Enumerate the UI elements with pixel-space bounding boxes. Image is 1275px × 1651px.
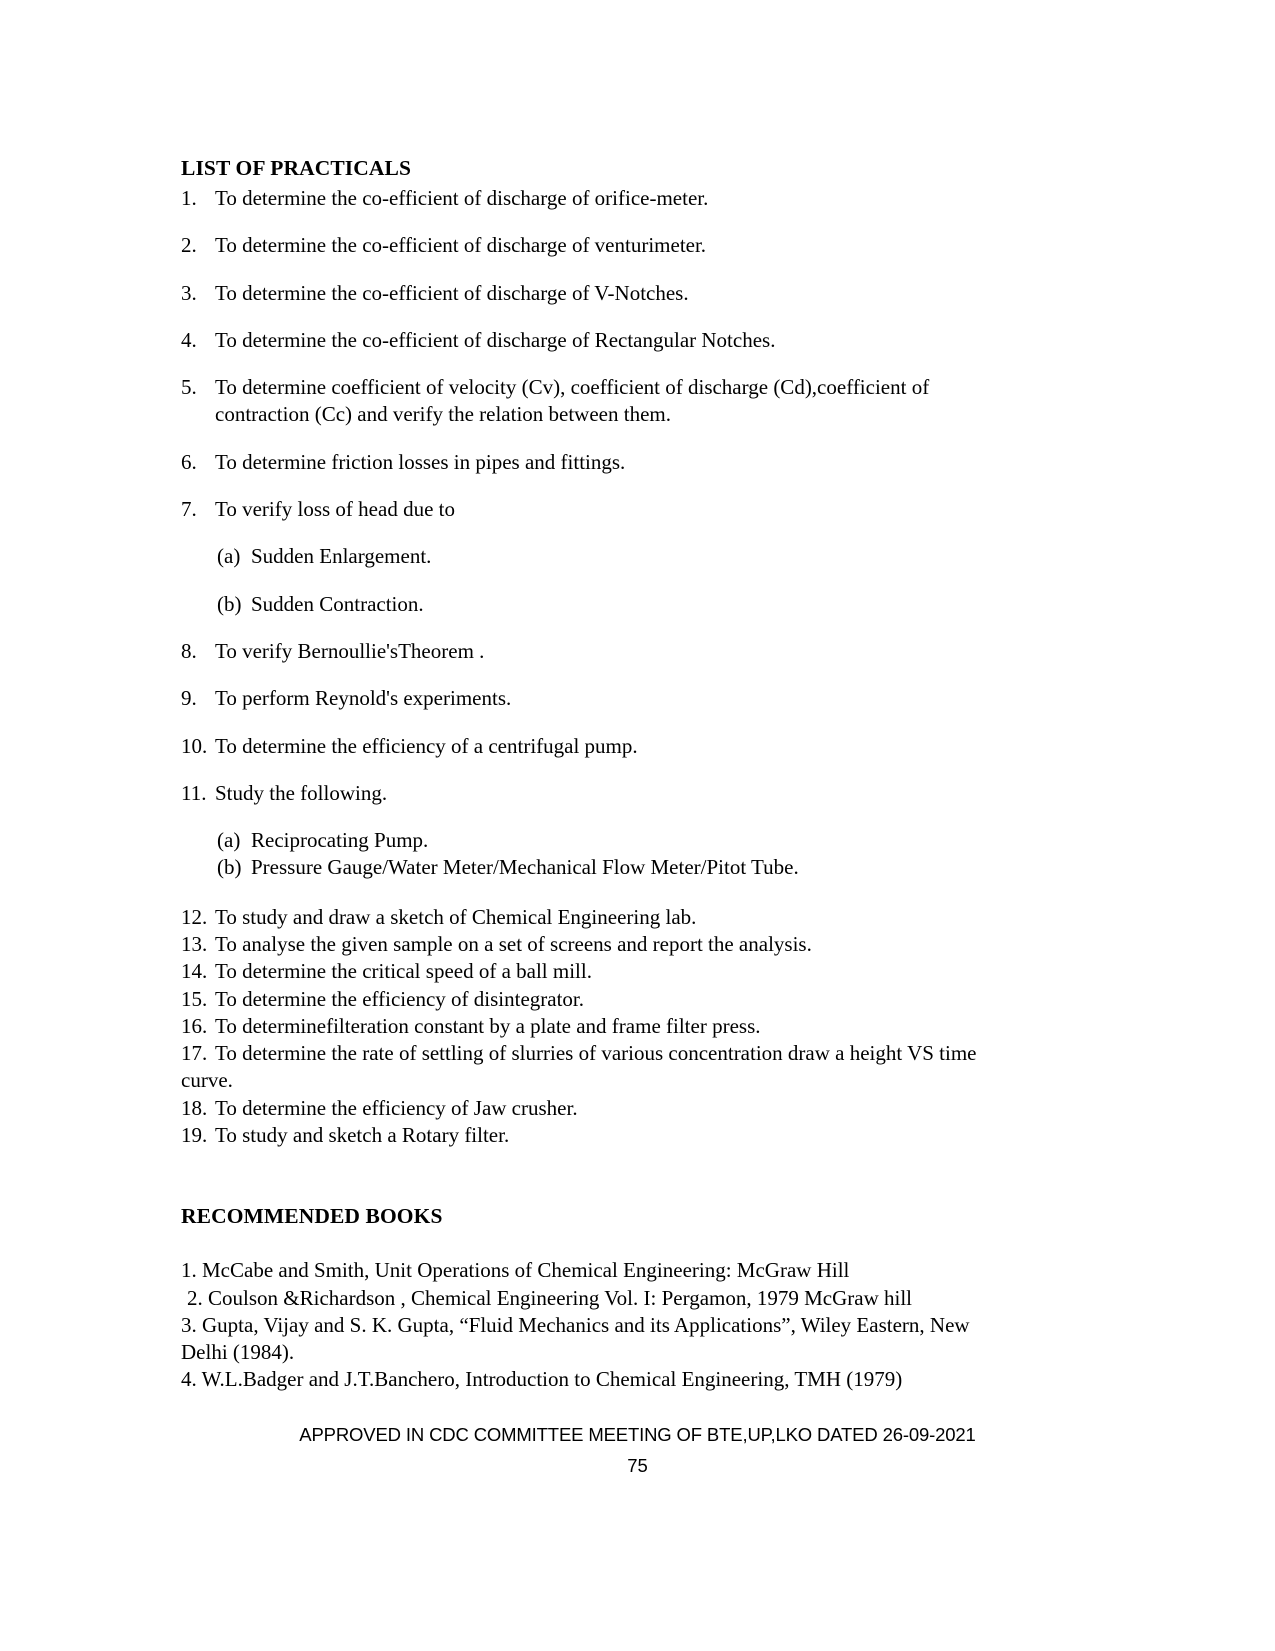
practical-item [181, 904, 1017, 931]
practical-item [181, 780, 1017, 807]
practical-item [181, 374, 1017, 429]
practical-text: To determine the co-efficient of discharge of Rectangular Notches. [215, 327, 776, 352]
practical-number: 4. [181, 327, 197, 352]
practical-item [181, 327, 1017, 354]
practical-text: To study and sketch a Rotary filter. [215, 1123, 510, 1148]
practical-number: 14. [181, 959, 208, 984]
practical-text: To determine the rate of settling of slurries of various concentration draw a height VS time curve. [181, 1041, 977, 1093]
book-item: 1. McCabe and Smith, Unit Operations of Chemical Engineering: McGraw Hill [181, 1258, 850, 1283]
practical-item [181, 685, 1017, 712]
practical-text: To analyse the given sample on a set of screens and report the analysis. [215, 931, 812, 956]
page-number: 75 [627, 1455, 648, 1476]
section-spacer [181, 1149, 1017, 1203]
sub-item-text: Sudden Enlargement. [251, 544, 432, 569]
practical-text: To determine coefficient of velocity (Cv), coefficient of discharge (Cd),coefficient of contraction (Cc) and verify the relation between them. [215, 375, 930, 427]
book-item: 3. Gupta, Vijay and S. K. Gupta, “Fluid Mechanics and its Applications”, Wiley Eastern, New Delhi (1984). [181, 1312, 970, 1365]
practical-text: To determine the efficiency of Jaw crusher. [215, 1095, 578, 1120]
practical-item [181, 733, 1017, 760]
practical-item [181, 1040, 1017, 1095]
practical-text: To verify Bernoullie'sTheorem . [215, 638, 485, 663]
sub-item-label: (a) [217, 544, 241, 569]
practical-text: To determine the critical speed of a ball mill. [215, 959, 592, 984]
practical-item [181, 280, 1017, 307]
practical-number: 5. [181, 375, 197, 400]
practical-text: To determine the co-efficient of discharge of orifice-meter. [215, 185, 709, 210]
practicals-dense-list [181, 904, 1017, 1150]
practical-item [181, 1013, 1017, 1040]
practical-item [181, 185, 1017, 212]
practical-number: 2. [181, 233, 197, 258]
practical-item [181, 638, 1017, 665]
practical-sub-item [181, 543, 1017, 570]
recommended-books-list [181, 1257, 1017, 1393]
sub-item-label: (b) [217, 855, 242, 880]
practical-sub-item [181, 827, 1017, 854]
practical-number: 16. [181, 1013, 208, 1038]
sub-item-label: (a) [217, 828, 241, 853]
practical-number: 7. [181, 497, 197, 522]
practical-item [181, 496, 1017, 523]
practical-number: 17. [181, 1041, 208, 1066]
practical-text: To determine the efficiency of a centrifugal pump. [215, 733, 638, 758]
practical-number: 6. [181, 449, 197, 474]
sub-item-text: Reciprocating Pump. [251, 828, 429, 853]
practical-number: 11. [181, 780, 207, 805]
recommended-books-heading: RECOMMENDED BOOKS [181, 1204, 443, 1229]
practical-number: 1. [181, 185, 197, 210]
practical-text: Study the following. [215, 780, 388, 805]
practical-item [181, 232, 1017, 259]
practical-item [181, 1122, 1017, 1149]
book-item: 4. W.L.Badger and J.T.Banchero, Introduction to Chemical Engineering, TMH (1979) [181, 1367, 903, 1392]
practical-item [181, 1095, 1017, 1122]
sub-item-text: Pressure Gauge/Water Meter/Mechanical Flow Meter/Pitot Tube. [251, 855, 799, 880]
practical-text: To determine the efficiency of disintegrator. [215, 986, 585, 1011]
sub-item-text: Sudden Contraction. [251, 591, 424, 616]
practical-number: 18. [181, 1095, 208, 1120]
sub-item-label: (b) [217, 591, 242, 616]
practical-number: 8. [181, 638, 197, 663]
practical-item [181, 931, 1017, 958]
practical-item [181, 449, 1017, 476]
book-item: 2. Coulson &Richardson , Chemical Engineering Vol. I: Pergamon, 1979 McGraw hill [187, 1285, 913, 1310]
practical-number: 3. [181, 280, 197, 305]
practical-sub-item [181, 591, 1017, 618]
practical-number: 12. [181, 904, 208, 929]
practical-number: 13. [181, 931, 208, 956]
practical-text: To study and draw a sketch of Chemical Engineering lab. [215, 904, 697, 929]
practical-text: To perform Reynold's experiments. [215, 686, 512, 711]
practical-text: To determine the co-efficient of discharge of V-Notches. [215, 280, 689, 305]
practical-text: To determine the co-efficient of discharge of venturimeter. [215, 233, 707, 258]
practical-number: 15. [181, 986, 208, 1011]
practical-number: 10. [181, 733, 208, 758]
practical-number: 19. [181, 1123, 208, 1148]
practical-text: To verify loss of head due to [215, 497, 455, 522]
practical-item [181, 986, 1017, 1013]
practical-text: To determine friction losses in pipes and fittings. [215, 449, 626, 474]
practical-text: To determinefilteration constant by a plate and frame filter press. [215, 1013, 761, 1038]
practical-number: 9. [181, 686, 197, 711]
approval-footer: APPROVED IN CDC COMMITTEE MEETING OF BTE,UP,LKO DATED 26-09-2021 [299, 1424, 976, 1445]
practical-sub-item [181, 854, 1017, 881]
page-title: LIST OF PRACTICALS [181, 156, 411, 180]
practical-item [181, 958, 1017, 985]
page-content [181, 155, 1017, 1394]
